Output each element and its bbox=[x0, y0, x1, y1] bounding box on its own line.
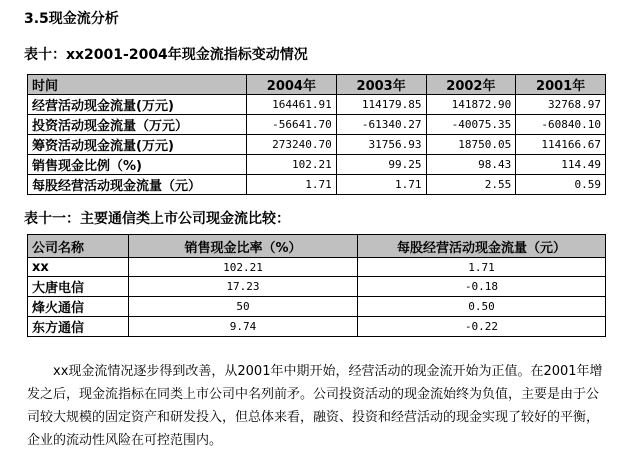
table-row bbox=[28, 155, 606, 175]
cell-value: -56641.70 bbox=[247, 115, 337, 135]
row-label: 销售现金比例（%) bbox=[28, 155, 247, 175]
section-title: 3.5现金流分析 bbox=[24, 11, 119, 27]
cell-value: 31756.93 bbox=[336, 135, 426, 155]
cell-value: 0.59 bbox=[516, 175, 606, 195]
cell-value: 1.71 bbox=[358, 258, 606, 277]
cell-value: 32768.97 bbox=[516, 95, 606, 115]
cell-value: 50 bbox=[129, 297, 358, 317]
row-label: 投资活动现金流量（万元） bbox=[28, 115, 247, 135]
table-row bbox=[28, 277, 606, 297]
cell-value: 164461.91 bbox=[247, 95, 337, 115]
table-row bbox=[28, 135, 606, 155]
table-row bbox=[28, 175, 606, 195]
analysis-paragraph: xx现金流情况逐步得到改善，从2001年中期开始，经营活动的现金流开始为正值。在2001年增发之后，现金流指标在同类上市公司中名列前矛。公司投资活动的现金流始终为负值，主要是由于公司较大规模的固定资产和研发投入，但总体来看，融资、投资和经营活动的现金实现了较好的平衡，企业的流动性风险在可控范围内。 bbox=[27, 364, 603, 448]
table-header-row bbox=[28, 235, 606, 258]
column-header: 2004年 bbox=[247, 75, 337, 95]
table1-caption: 表十：xx2001-2004年现金流指标变动情况 bbox=[24, 47, 308, 63]
table2-caption: 表十一：主要通信类上市公司现金流比较： bbox=[24, 211, 290, 227]
cell-value: -61340.27 bbox=[336, 115, 426, 135]
table-row bbox=[28, 95, 606, 115]
cell-value: -40075.35 bbox=[426, 115, 516, 135]
row-label: 东方通信 bbox=[28, 317, 129, 337]
cell-value: -0.18 bbox=[358, 277, 606, 297]
cell-value: 9.74 bbox=[129, 317, 358, 337]
column-header: 2001年 bbox=[516, 75, 606, 95]
row-label: 每股经营活动现金流量（元） bbox=[28, 175, 247, 195]
row-label: 烽火通信 bbox=[28, 297, 129, 317]
cell-value: -0.22 bbox=[358, 317, 606, 337]
column-header: 每股经营活动现金流量（元） bbox=[358, 235, 606, 258]
company-comparison-table bbox=[27, 234, 606, 337]
column-header: 销售现金比率（%） bbox=[129, 235, 358, 258]
row-label: 经营活动现金流量(万元) bbox=[28, 95, 247, 115]
cell-value: 1.71 bbox=[247, 175, 337, 195]
cell-value: -60840.10 bbox=[516, 115, 606, 135]
row-label: 大唐电信 bbox=[28, 277, 129, 297]
table-row bbox=[28, 317, 606, 337]
table-row bbox=[28, 258, 606, 277]
cell-value: 98.43 bbox=[426, 155, 516, 175]
cell-value: 2.55 bbox=[426, 175, 516, 195]
cell-value: 18750.05 bbox=[426, 135, 516, 155]
cell-value: 102.21 bbox=[129, 258, 358, 277]
row-label: 筹资活动现金流量(万元) bbox=[28, 135, 247, 155]
column-header: 时间 bbox=[28, 75, 247, 95]
table-row bbox=[28, 297, 606, 317]
cell-value: 114179.85 bbox=[336, 95, 426, 115]
column-header: 2003年 bbox=[336, 75, 426, 95]
cell-value: 1.71 bbox=[336, 175, 426, 195]
cell-value: 141872.90 bbox=[426, 95, 516, 115]
cell-value: 273240.70 bbox=[247, 135, 337, 155]
cell-value: 114.49 bbox=[516, 155, 606, 175]
cell-value: 102.21 bbox=[247, 155, 337, 175]
column-header: 2002年 bbox=[426, 75, 516, 95]
cell-value: 99.25 bbox=[336, 155, 426, 175]
table-header-row bbox=[28, 75, 606, 95]
row-label: xx bbox=[28, 258, 129, 277]
column-header: 公司名称 bbox=[28, 235, 129, 258]
cell-value: 114166.67 bbox=[516, 135, 606, 155]
cell-value: 17.23 bbox=[129, 277, 358, 297]
cashflow-indicators-table bbox=[27, 74, 606, 195]
table-row bbox=[28, 115, 606, 135]
cell-value: 0.50 bbox=[358, 297, 606, 317]
